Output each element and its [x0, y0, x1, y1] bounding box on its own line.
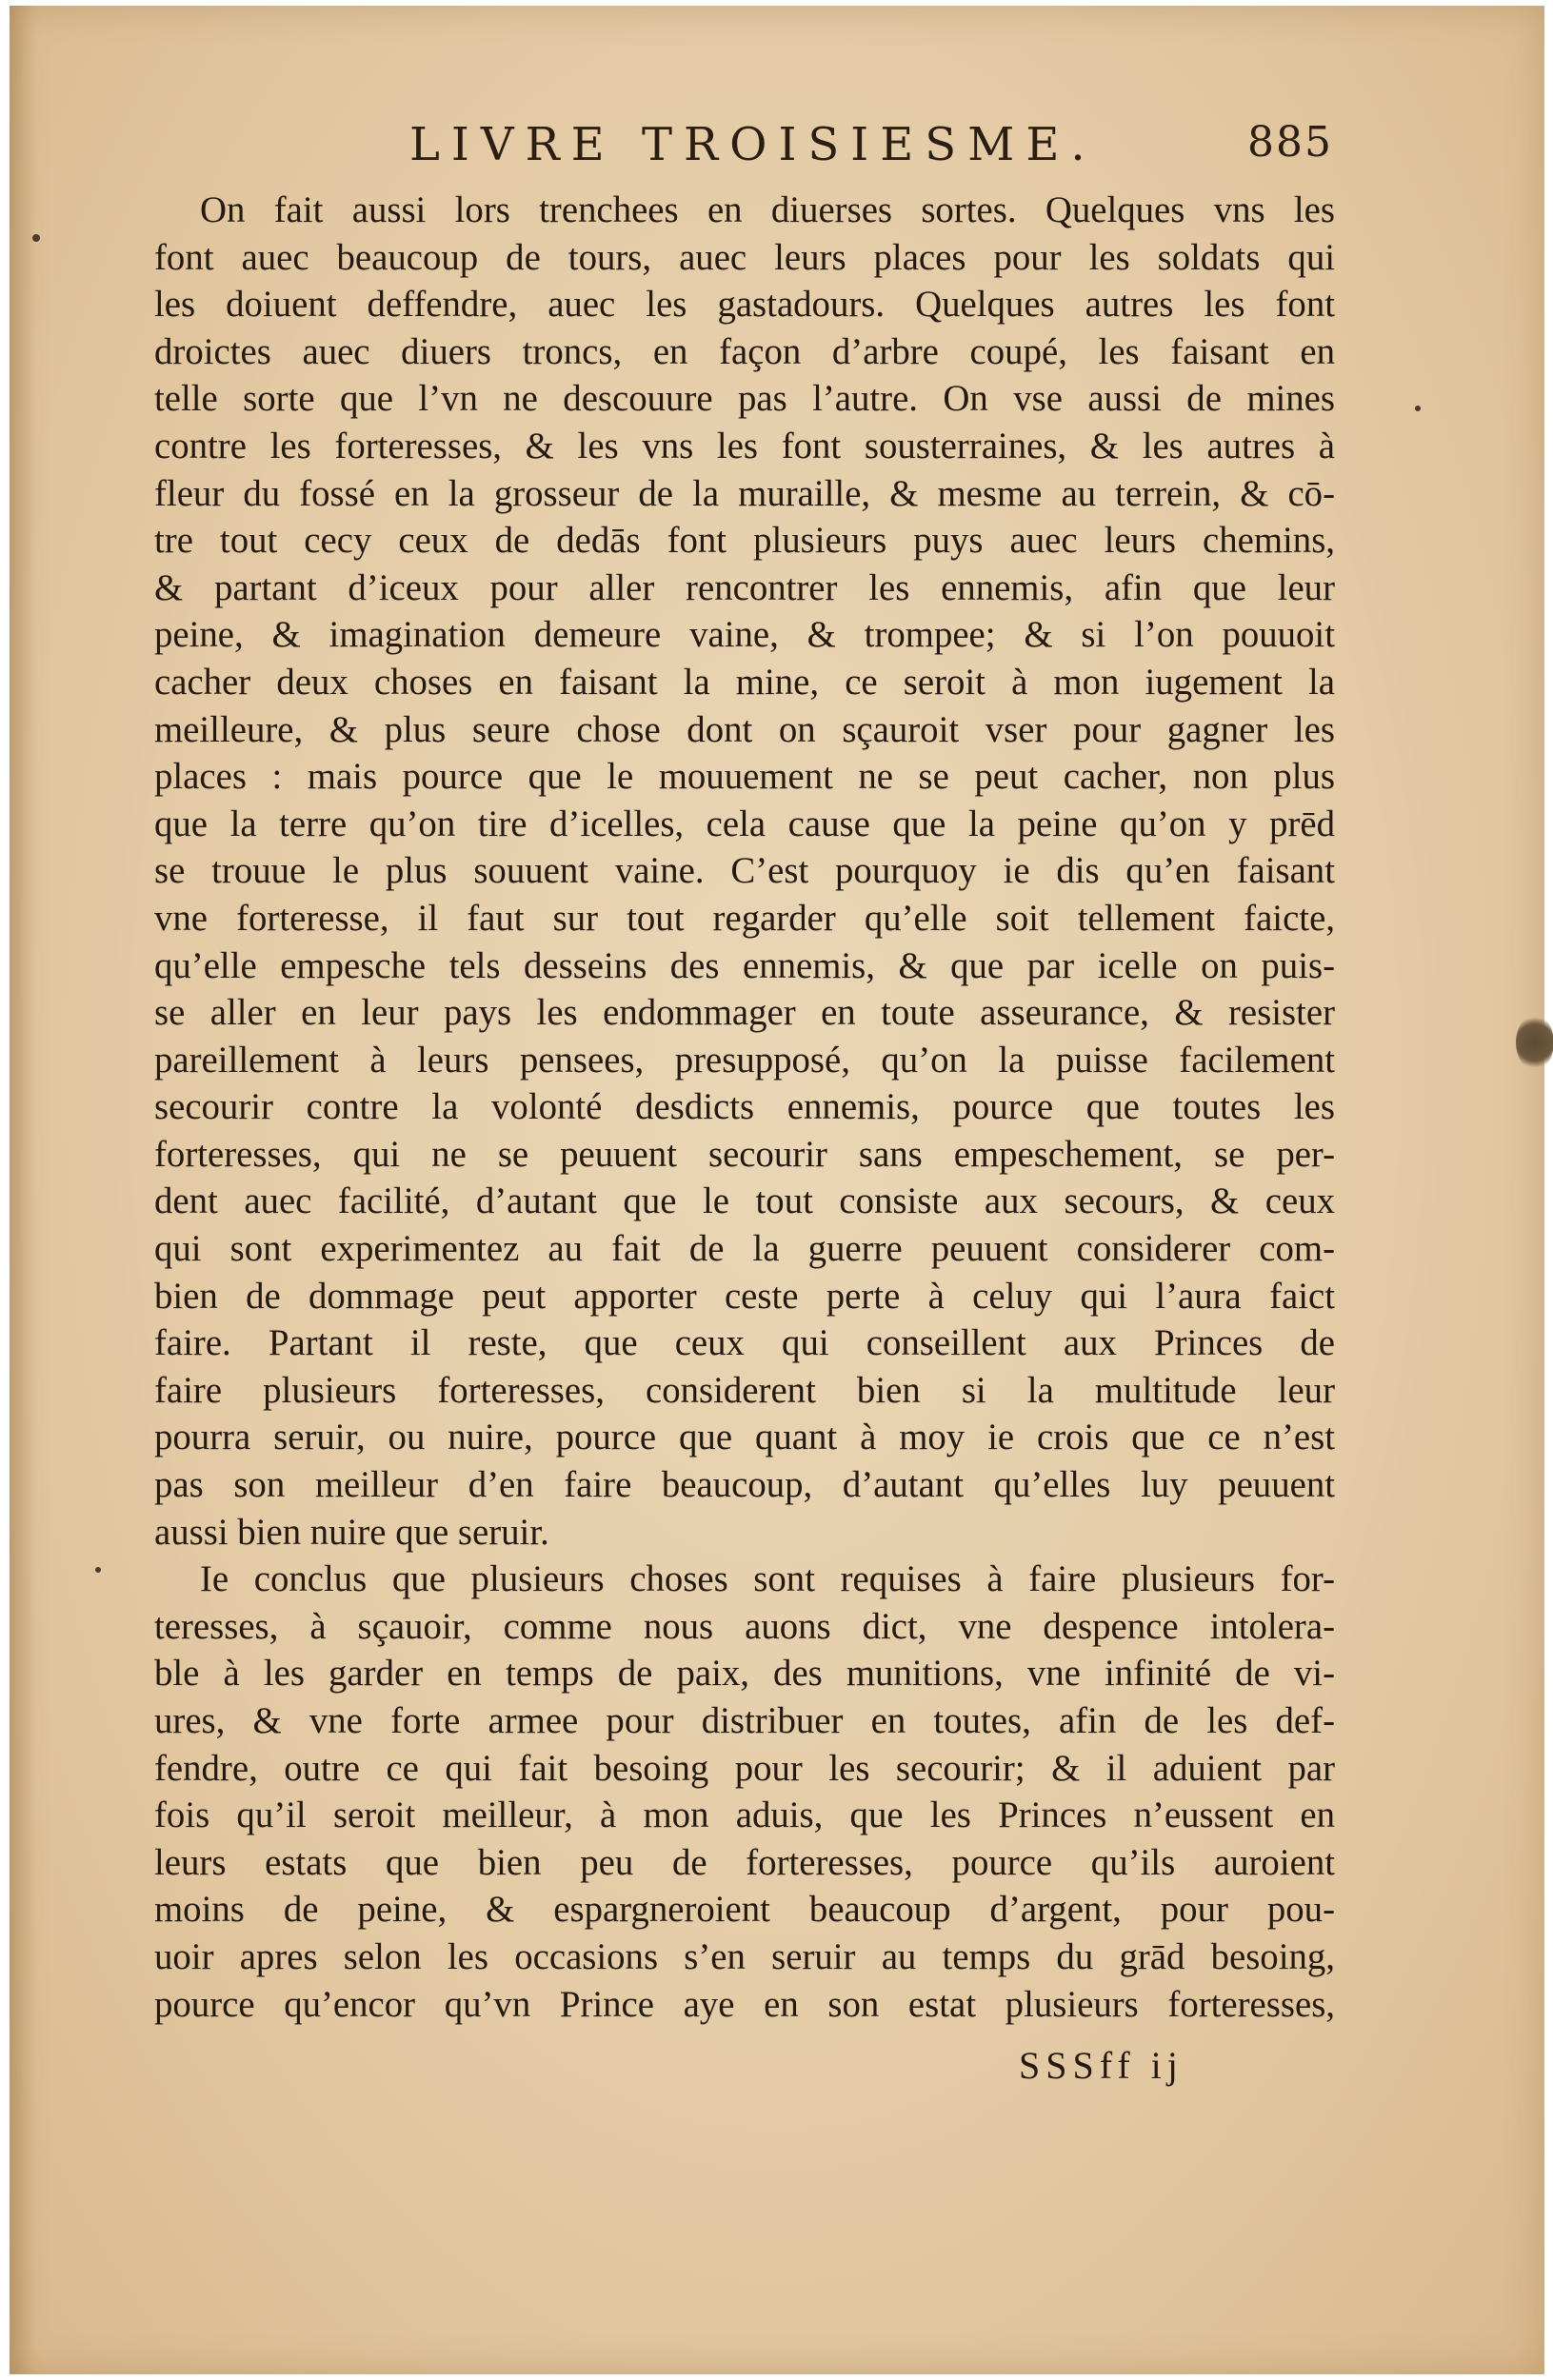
text-line: se trouue le plus souuent vaine. C’est pourquoy ie dis qu’en faisant: [154, 850, 1335, 892]
ink-speck: [32, 234, 40, 242]
text-line: moins de peine, & espargneroient beaucoup d’argent, pour pou-: [154, 1889, 1335, 1931]
text-line: pas son meilleur d’en faire beaucoup, d’autant qu’elles luy peuuent: [154, 1464, 1335, 1506]
text-line: dent auec facilité, d’autant que le tout consiste aux secours, & ceux: [154, 1180, 1335, 1222]
text-line: leurs estats que bien peu de forteresses, pource qu’ils auroient: [154, 1841, 1335, 1883]
text-line: vne forteresse, il faut sur tout regarder qu’elle soit tellement faicte,: [154, 897, 1335, 939]
text-line: fendre, outre ce qui fait besoing pour les secourir; & il aduient par: [154, 1747, 1335, 1789]
text-line: & partant d’iceux pour aller rencontrer les ennemis, afin que leur: [154, 566, 1335, 608]
body-text: [154, 187, 1335, 2028]
ink-speck: [1415, 406, 1421, 411]
text-line: faire plusieurs forteresses, considerent bien si la multitude leur: [154, 1369, 1335, 1411]
text-line: Ie conclus que plusieurs choses sont requises à faire plusieurs for-: [200, 1558, 1335, 1600]
page-header: [409, 118, 1333, 175]
text-line: forteresses, qui ne se peuuent secourir sans empeschement, se per-: [154, 1133, 1335, 1175]
text-line: fois qu’il seroit meilleur, à mon aduis, que les Princes n’eussent en: [154, 1795, 1335, 1836]
text-line: peine, & imagination demeure vaine, & trompee; & si l’on pouuoit: [154, 614, 1335, 656]
text-line: teresses, à sçauoir, comme nous auons dict, vne despence intolera-: [154, 1605, 1335, 1647]
text-line: qui sont experimentez au fait de la guerre peuuent considerer com-: [154, 1228, 1335, 1270]
text-line: secourir contre la volonté desdicts ennemis, pource que toutes les: [154, 1086, 1335, 1128]
page-number: 885: [1247, 118, 1333, 167]
text-line: tre tout cecy ceux de dedās font plusieurs puys auec leurs chemins,: [154, 520, 1335, 562]
text-line: se aller en leur pays les endommager en toute asseurance, & resister: [154, 992, 1335, 1034]
signature-mark: SSSff ij: [1019, 2044, 1184, 2087]
text-line: faire. Partant il reste, que ceux qui conseillent aux Princes de: [154, 1322, 1335, 1364]
ink-speck: [95, 1567, 101, 1573]
text-line: que la terre qu’on tire d’icelles, cela cause que la peine qu’on y prēd: [154, 803, 1335, 844]
text-line: On fait aussi lors trenchees en diuerses sortes. Quelques vns les: [200, 189, 1335, 230]
text-line: pareillement à leurs pensees, presupposé, qu’on la puisse facilement: [154, 1039, 1335, 1081]
book-page: [10, 6, 1544, 2374]
text-line: bien de dommage peut apporter ceste perte à celuy qui l’aura faict: [154, 1275, 1335, 1317]
text-line: pourra seruir, ou nuire, pource que quant à moy ie crois que ce n’est: [154, 1417, 1335, 1458]
text-line: qu’elle empesche tels desseins des ennemis, & que par icelle on puis-: [154, 944, 1335, 986]
text-line: places : mais pource que le mouuement ne se peut cacher, non plus: [154, 756, 1335, 798]
text-line: font auec beaucoup de tours, auec leurs places pour les soldats qui: [154, 236, 1335, 278]
text-line: ble à les garder en temps de paix, des munitions, vne infinité de vi-: [154, 1653, 1335, 1695]
text-line: les doiuent deffendre, auec les gastadours. Quelques autres les font: [154, 284, 1335, 326]
ink-blot: [1516, 1015, 1553, 1070]
text-line: droictes auec diuers troncs, en façon d’arbre coupé, les faisant en: [154, 330, 1335, 372]
text-line: cacher deux choses en faisant la mine, ce seroit à mon iugement la: [154, 661, 1335, 703]
text-line: fleur du fossé en la grosseur de la muraille, & mesme au terrein, & cō-: [154, 472, 1335, 514]
text-line: pource qu’encor qu’vn Prince aye en son estat plusieurs forteresses,: [154, 1983, 1335, 2025]
text-line: meilleure, & plus seure chose dont on sçauroit vser pour gagner les: [154, 708, 1335, 750]
text-line: aussi bien nuire que seruir.: [154, 1511, 549, 1553]
text-line: uoir apres selon les occasions s’en seruir au temps du grād besoing,: [154, 1935, 1335, 1977]
text-line: telle sorte que l’vn ne descouure pas l’autre. On vse aussi de mines: [154, 378, 1335, 420]
text-line: ures, & vne forte armee pour distribuer en toutes, afin de les def-: [154, 1700, 1335, 1741]
text-line: contre les forteresses, & les vns les font sousterraines, & les autres à: [154, 425, 1335, 466]
running-title: LIVRE TROISIESME.: [409, 118, 1097, 171]
